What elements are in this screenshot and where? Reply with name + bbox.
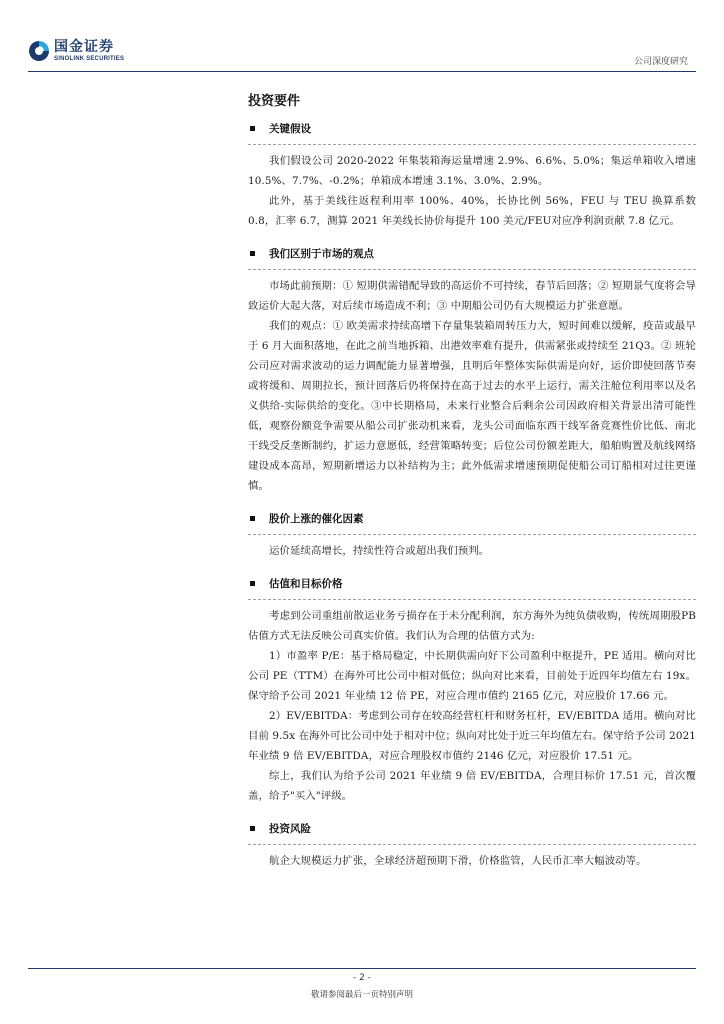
section-title: 投资风险 [269, 822, 311, 835]
section-key-assumptions [248, 116, 696, 231]
section-title: 股价上涨的催化因素 [269, 512, 364, 525]
section-divider [248, 269, 696, 270]
report-type: 公司深度研究 [633, 57, 688, 67]
square-bullet-icon [250, 516, 255, 521]
paragraph: 运价延续高增长，持续性符合或超出我们预判。 [269, 545, 490, 557]
page-title: 投资要件 [248, 94, 301, 109]
paragraph: 考虑到公司重组前散运业务亏损存在于未分配利润，东方海外为纯负债收购，传统周期股PB估值方式无法反映公司真实价值。我们认为合理的估值方式为: [248, 610, 696, 642]
paragraph: 我们的观点：① 欧美需求持续高增下存量集装箱周转压力大，短时间难以缓解，疫苗或最早于 6 月大面积落地，在此之前当地拆箱、出港效率难有提升，供需紧张或持续至 21Q3。② 班轮公司应对需求波动的运力调配能力显著增强，且明后年整体实际供需是向好，运价即使回落节奏或将缓和、周期拉长，预计回落后仍将保持在高于过去的水平上运行，需关注舱位利用率以及名义供给-实际供给的变化。③中长期格局，未来行业整合后剩余公司因政府相关背景出清可能性低，观察份额竞争需要从船公司扩张动机来看，龙头公司面临东西干线军备竞赛性价比低、南北干线受反垄断制约，扩运力意愿低，经营策略转变；后位公司份额差距大，船舶购置及航线网络建设成本高昂，短期新增运力以补结构为主；此外低需求增速预期促使船公司订船相对过往更谨慎。 [248, 320, 696, 492]
section-title: 估值和目标价格 [269, 577, 343, 590]
section-valuation [248, 571, 696, 806]
brand-name-cn: 国金证券 [54, 39, 114, 55]
section-divider [248, 599, 696, 600]
footer-divider [28, 968, 696, 969]
section-risk [248, 816, 696, 871]
section-title: 关键假设 [269, 122, 311, 135]
paragraph: 市场此前预期：① 短期供需错配导致的高运价不可持续，春节后回落；② 短期景气度将会导致运价大起大落，对后续市场造成不利；③ 中期船公司仍有大规模运力扩张意愿。 [248, 280, 696, 312]
paragraph: 航企大规模运力扩张，全球经济超预期下滑，价格监管，人民币汇率大幅波动等。 [269, 855, 647, 867]
paragraph: 综上，我们认为给予公司 2021 年业绩 9 倍 EV/EBITDA，合理目标价 17.51 元，首次覆盖，给予"买入"评级。 [248, 770, 696, 802]
square-bullet-icon [250, 251, 255, 256]
square-bullet-icon [250, 826, 255, 831]
section-market-view [248, 241, 696, 496]
main-content [248, 90, 696, 871]
section-divider [248, 144, 696, 145]
sinolink-logo [28, 40, 124, 62]
page-number: - 2 - [353, 973, 371, 983]
brand-name-en: SINOLINK SECURITIES [54, 56, 125, 62]
header-divider [28, 71, 696, 72]
paragraph: 2）EV/EBITDA：考虑到公司存在较高经营杠杆和财务杠杆，EV/EBITDA 适用。横向对比目前 9.5x 在海外可比公司中处于相对中位；纵向对比处于近三年均值左右。保守给予公司 2021 年业绩 9 倍 EV/EBITDA，对应合理股权市值约 2146 亿元，对应股价 17.51 元。 [248, 710, 697, 762]
footer-disclaimer: 敬请参阅最后一页特别声明 [310, 990, 413, 1000]
sinolink-logo-icon [28, 40, 50, 62]
section-divider [248, 534, 696, 535]
square-bullet-icon [250, 581, 255, 586]
section-title: 我们区别于市场的观点 [269, 247, 374, 260]
page-header [28, 36, 696, 70]
section-divider [248, 844, 696, 845]
paragraph: 此外，基于美线往返程利用率 100%、40%，长协比例 56%，FEU 与 TEU 换算系数 0.8，汇率 6.7，测算 2021 年美线长协价每提升 100 美元/FEU对应净利润贡献 7.8 亿元。 [248, 195, 696, 227]
section-catalyst [248, 506, 696, 561]
paragraph: 我们假设公司 2020-2022 年集装箱海运量增速 2.9%、6.6%、5.0%；集运单箱收入增速 10.5%、7.7%、-0.2%；单箱成本增速 3.1%、3.0%、2.9%。 [248, 155, 696, 187]
square-bullet-icon [250, 126, 255, 131]
paragraph: 1）市盈率 P/E：基于格局稳定，中长期供需向好下公司盈利中枢提升，PE 适用。横向对比公司 PE（TTM）在海外可比公司中相对低位；纵向对比来看，目前处于近四年均值左右 19x。保守给予公司 2021 年业绩 12 倍 PE，对应合理市值约 2165 亿元，对应股价 17.66 元。 [248, 650, 696, 702]
